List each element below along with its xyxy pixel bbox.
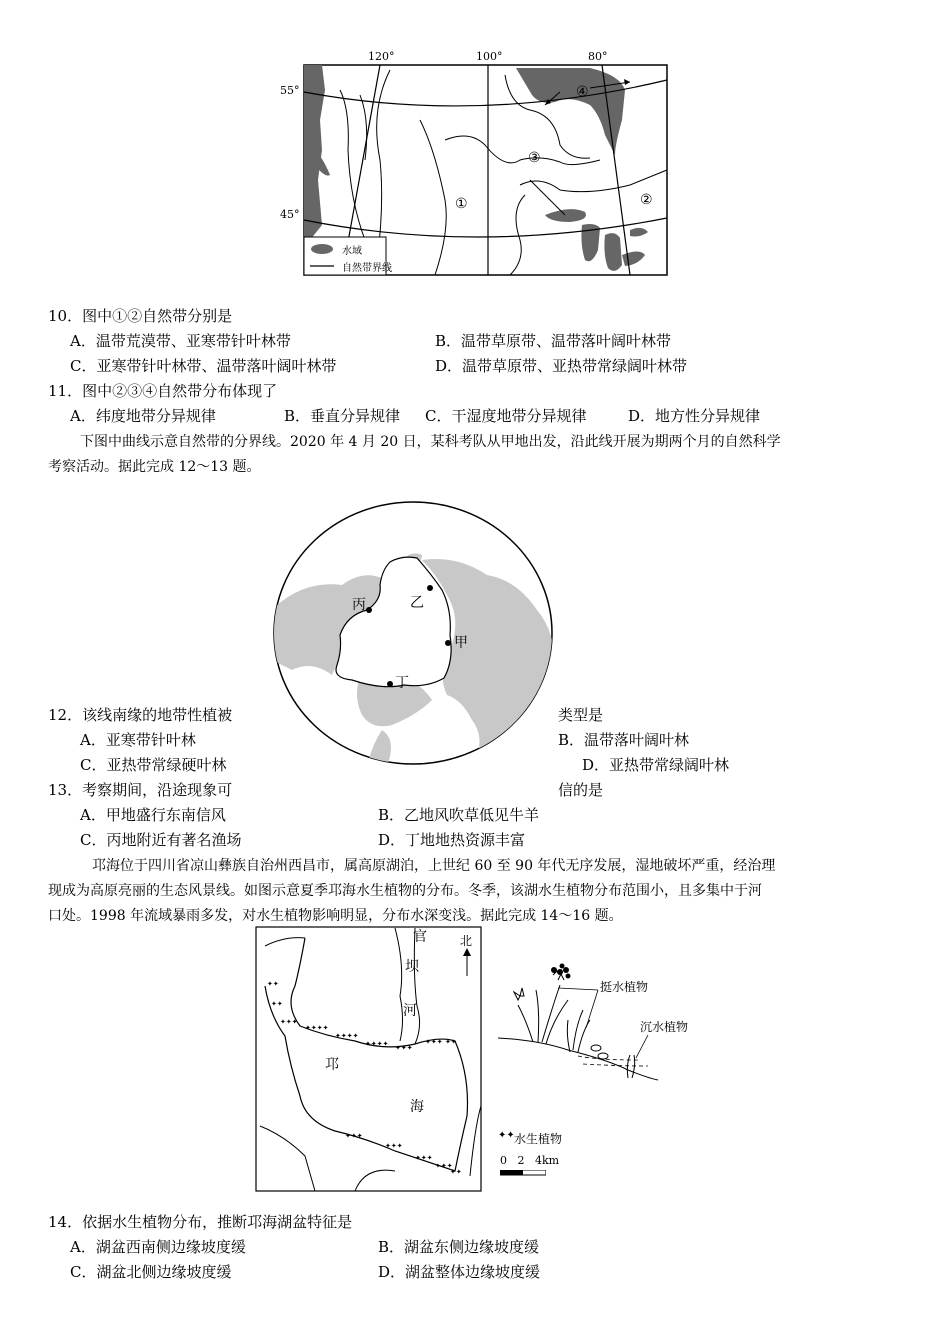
q11-stem: 11．图中②③④自然带分布体现了 xyxy=(48,382,278,400)
lon-120-label: 120° xyxy=(368,50,395,63)
natural-zone-map-drawing xyxy=(270,50,680,282)
svg-text:✦✦: ✦✦ xyxy=(445,1038,457,1046)
lat-55-label: 55° xyxy=(280,84,300,97)
q13-option-d: D．丁地地热资源丰富 xyxy=(378,831,526,849)
intro-3-line-2: 现成为高原亮丽的生态风景线。如图示意夏季邛海水生植物的分布。冬季，该湖水生植物分布范围小，且多集中于河 xyxy=(48,883,762,899)
legend-boundary-label: 自然带界线 xyxy=(342,263,392,274)
north-arrow-icon xyxy=(462,948,472,976)
svg-text:✦✦: ✦✦ xyxy=(271,1000,283,1008)
svg-text:✦✦: ✦✦ xyxy=(267,980,279,988)
q13-option-c: C．丙地附近有著名渔场 xyxy=(80,831,242,849)
q13-stem-left: 13．考察期间，沿途现象可 xyxy=(48,781,233,799)
svg-text:✦✦✦: ✦✦✦ xyxy=(395,1044,413,1052)
zone-4-label: ④ xyxy=(576,84,589,100)
lon-100-label: 100° xyxy=(476,50,503,63)
q12-stem-left: 12．该线南缘的地带性植被 xyxy=(48,706,233,724)
scale-bar xyxy=(500,1170,546,1176)
qionghai-legend xyxy=(498,1130,598,1176)
label-hai: 海 xyxy=(410,1099,424,1115)
intro-2-line-2: 考察活动。据此完成 12～13 题。 xyxy=(48,459,261,475)
svg-text:✦✦✦✦: ✦✦✦✦ xyxy=(335,1032,359,1040)
intro-3-line-1: 邛海位于四川省凉山彝族自治州西昌市，属高原湖泊，上世纪 60 至 90 年代无序发展，湿地破坏严重，经治理 xyxy=(92,858,776,874)
plant-legend-icon: ✦✦ xyxy=(498,1130,515,1141)
legend-water-label: 水域 xyxy=(342,246,362,257)
label-yi: 乙 xyxy=(410,595,424,611)
lat-45-label: 45° xyxy=(280,208,300,221)
q11-option-d: D．地方性分异规律 xyxy=(628,407,761,425)
q14-option-b: B．湖盆东侧边缘坡度缓 xyxy=(378,1238,540,1256)
intro-3-line-3: 口处。1998 年流域暴雨多发，对水生植物影响明显，分布水深变浅。据此完成 14～16 题。 xyxy=(48,908,623,924)
label-guan: 官 xyxy=(413,929,427,945)
svg-text:✦✦✦: ✦✦✦ xyxy=(385,1142,403,1150)
svg-text:✦✦✦: ✦✦✦ xyxy=(435,1162,453,1170)
q12-option-d: D．亚热带常绿阔叶林 xyxy=(582,756,730,774)
svg-text:✦✦✦: ✦✦✦ xyxy=(280,1018,298,1026)
q14-option-a: A．湖盆西南侧边缘坡度缓 xyxy=(70,1238,246,1256)
point-bing xyxy=(366,607,372,613)
scale-label: 0 2 4km xyxy=(500,1154,560,1167)
point-jia xyxy=(445,640,451,646)
natural-zone-map xyxy=(270,50,680,282)
q12-option-b: B．温带落叶阔叶林 xyxy=(558,731,690,749)
svg-text:✦✦✦✦: ✦✦✦✦ xyxy=(305,1024,329,1032)
polar-map xyxy=(272,500,554,766)
q13-option-b: B．乙地风吹草低见牛羊 xyxy=(378,806,540,824)
q10-stem: 10．图中①②自然带分别是 xyxy=(48,307,233,325)
emergent-plant-label: 挺水植物 xyxy=(600,980,649,994)
svg-text:✦✦✦✦: ✦✦✦✦ xyxy=(365,1040,389,1048)
label-ba: 坝 xyxy=(405,959,419,975)
q11-option-c: C．干湿度地带分异规律 xyxy=(425,407,587,425)
q14-option-d: D．湖盆整体边缘坡度缓 xyxy=(378,1263,541,1281)
label-qiong: 邛 xyxy=(325,1057,339,1073)
q13-option-a: A．甲地盛行东南信风 xyxy=(80,806,226,824)
point-yi xyxy=(427,585,433,591)
q13-stem-right: 信的是 xyxy=(558,781,604,799)
label-bing: 丙 xyxy=(352,597,366,613)
label-jia: 甲 xyxy=(454,635,468,651)
q12-stem-right: 类型是 xyxy=(558,706,604,724)
q11-option-a: A．纬度地带分异规律 xyxy=(70,407,216,425)
svg-text:✦✦✦: ✦✦✦ xyxy=(345,1132,363,1140)
zone-1-label: ① xyxy=(455,196,468,212)
label-ding: 丁 xyxy=(395,675,409,691)
north-label: 北 xyxy=(460,934,473,948)
plant-diagram xyxy=(498,960,708,1085)
q10-option-a: A．温带荒漠带、亚寒带针叶林带 xyxy=(70,332,291,350)
polar-map-drawing xyxy=(272,500,554,766)
point-ding xyxy=(387,681,393,687)
lon-80-label: 80° xyxy=(588,50,608,63)
zone-3-label: ③ xyxy=(528,150,541,166)
submerged-plant-label: 沉水植物 xyxy=(640,1020,689,1034)
q12-option-c: C．亚热带常绿硬叶林 xyxy=(80,756,227,774)
svg-text:✦✦✦: ✦✦✦ xyxy=(415,1154,433,1162)
qionghai-map-drawing xyxy=(255,926,483,1194)
q10-option-b: B．温带草原带、温带落叶阔叶林带 xyxy=(435,332,672,350)
zone-2-label: ② xyxy=(640,192,653,208)
q10-option-d: D．温带草原带、亚热带常绿阔叶林带 xyxy=(435,357,688,375)
q14-option-c: C．湖盆北侧边缘坡度缓 xyxy=(70,1263,232,1281)
plant-legend-label: 水生植物 xyxy=(514,1132,563,1146)
q12-option-a: A．亚寒带针叶林 xyxy=(80,731,196,749)
intro-2-line-1: 下图中曲线示意自然带的分界线。2020 年 4 月 20 日，某科考队从甲地出发，沿此线开展为期两个月的自然科学 xyxy=(80,434,781,450)
q10-option-c: C．亚寒带针叶林带、温带落叶阔叶林带 xyxy=(70,357,337,375)
qionghai-map xyxy=(255,926,483,1194)
q11-option-b: B．垂直分异规律 xyxy=(284,407,401,425)
svg-text:✦✦✦: ✦✦✦ xyxy=(425,1038,443,1046)
label-he: 河 xyxy=(403,1003,417,1019)
q14-stem: 14．依据水生植物分布，推断邛海湖盆特征是 xyxy=(48,1213,353,1231)
svg-text:✦✦: ✦✦ xyxy=(450,1168,462,1176)
